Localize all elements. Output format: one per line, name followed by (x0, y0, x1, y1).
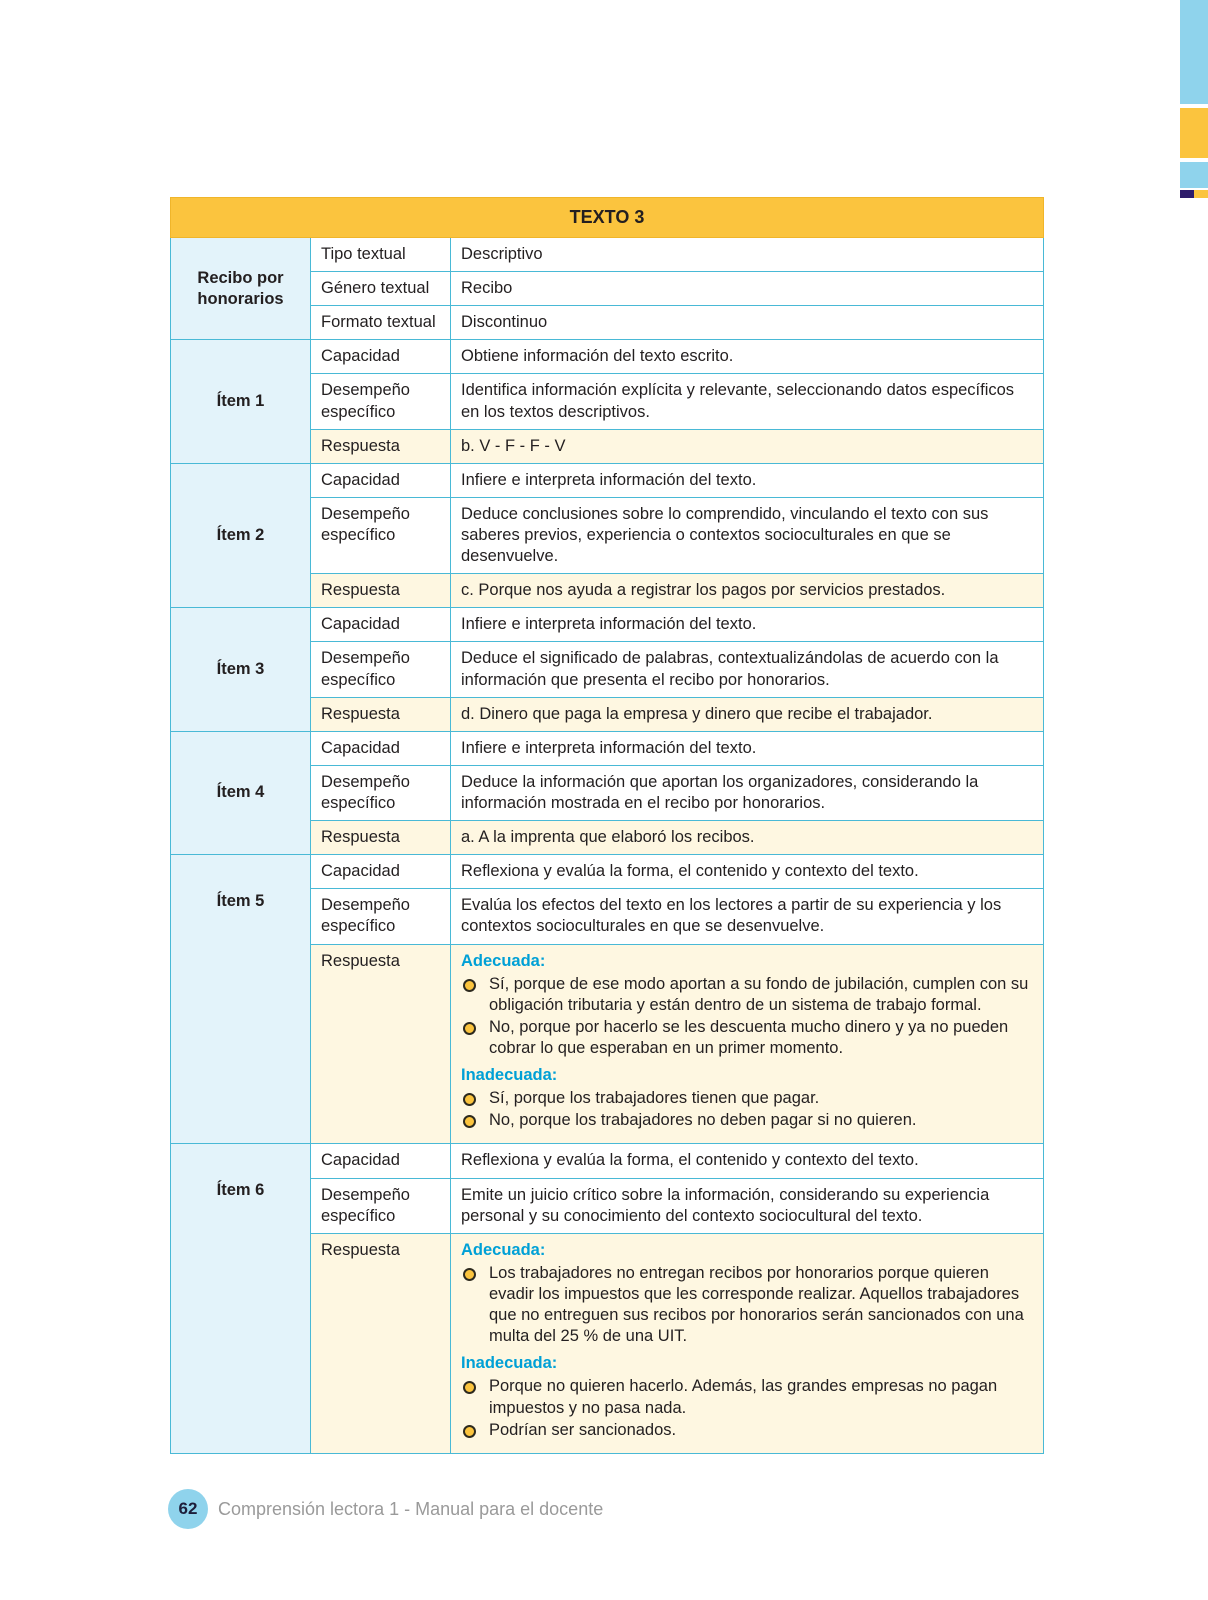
side-tab-purple-mark (1180, 190, 1194, 198)
item-3-label: Ítem 3 (171, 608, 311, 731)
list-item: Porque no quieren hacerlo. Además, las grandes empresas no pagan impuestos y no pasa nada. (461, 1376, 1033, 1418)
item-5-desempeno: Evalúa los efectos del texto en los lectores a partir de su experiencia y los contextos socioculturales en que se desenvuelve. (451, 889, 1044, 944)
side-tab-yellow-mark (1194, 190, 1208, 198)
list-item: Los trabajadores no entregan recibos por honorarios porque quieren evadir los impuestos que les corresponde realizar. Aquellos trabajadores que no entreguen sus recibos por honorarios serán sancionados con una multa del 25 % de una UIT. (461, 1263, 1033, 1347)
list-item: No, porque por hacerlo se les descuenta mucho dinero y ya no pueden cobrar lo que esperaban en un primer momento. (461, 1017, 1033, 1059)
capacidad-label: Capacidad (311, 1144, 451, 1178)
desempeno-label: Desempeño específico (311, 889, 451, 944)
answer-key-table (170, 197, 1044, 1454)
item-2-capacidad: Infiere e interpreta información del texto. (451, 463, 1044, 497)
genero-textual-label: Género textual (311, 272, 451, 306)
item-5-capacidad: Reflexiona y evalúa la forma, el contenido y contexto del texto. (451, 855, 1044, 889)
item-4-capacidad: Infiere e interpreta información del texto. (451, 731, 1044, 765)
bullet-circle-icon (463, 1425, 476, 1438)
respuesta-label: Respuesta (311, 1233, 451, 1453)
list-item: No, porque los trabajadores no deben pagar si no quieren. (461, 1110, 1033, 1131)
table-title: TEXTO 3 (171, 198, 1044, 238)
capacidad-label: Capacidad (311, 463, 451, 497)
capacidad-label: Capacidad (311, 731, 451, 765)
item-6-desempeno: Emite un juicio crítico sobre la información, considerando su experiencia personal y su conocimiento del contexto sociocultural del texto. (451, 1178, 1044, 1233)
bullet-circle-icon (463, 1093, 476, 1106)
respuesta-label: Respuesta (311, 697, 451, 731)
item-1-desempeno: Identifica información explícita y relevante, seleccionando datos específicos en los textos descriptivos. (451, 374, 1044, 429)
item-2-desempeno: Deduce conclusiones sobre lo comprendido, vinculando el texto con sus saberes previos, experiencia o contextos socioculturales en que se desenvuelve. (451, 497, 1044, 573)
list-item: Sí, porque los trabajadores tienen que pagar. (461, 1088, 1033, 1109)
group-label-recibo: Recibo por honorarios (171, 238, 311, 340)
item-4-respuesta: a. A la imprenta que elaboró los recibos. (451, 821, 1044, 855)
item-3-capacidad: Infiere e interpreta información del texto. (451, 608, 1044, 642)
footer-title: Comprensión lectora 1 - Manual para el docente (218, 1498, 604, 1519)
genero-textual-value: Recibo (451, 272, 1044, 306)
item-6-respuesta (451, 1233, 1044, 1453)
side-tab-blue-lower (1180, 162, 1208, 188)
list-item: Podrían ser sancionados. (461, 1420, 1033, 1441)
inadecuada-heading: Inadecuada: (461, 1354, 558, 1373)
adecuada-list (461, 1263, 1033, 1347)
item-6-capacidad: Reflexiona y evalúa la forma, el contenido y contexto del texto. (451, 1144, 1044, 1178)
capacidad-label: Capacidad (311, 608, 451, 642)
item-5-label: Ítem 5 (171, 855, 311, 1144)
item-1-capacidad: Obtiene información del texto escrito. (451, 340, 1044, 374)
formato-textual-label: Formato textual (311, 306, 451, 340)
formato-textual-value: Discontinuo (451, 306, 1044, 340)
bullet-circle-icon (463, 1381, 476, 1394)
side-tab-orange (1180, 108, 1208, 158)
capacidad-label: Capacidad (311, 855, 451, 889)
respuesta-label: Respuesta (311, 944, 451, 1144)
bullet-circle-icon (463, 1115, 476, 1128)
item-3-desempeno: Deduce el significado de palabras, contextualizándolas de acuerdo con la información que presenta el recibo por honorarios. (451, 642, 1044, 697)
capacidad-label: Capacidad (311, 340, 451, 374)
desempeno-label: Desempeño específico (311, 1178, 451, 1233)
list-item: Sí, porque de ese modo aportan a su fondo de jubilación, cumplen con su obligación tributaria y están dentro de un sistema de trabajo formal. (461, 974, 1033, 1016)
side-tab-blue (1180, 0, 1208, 104)
desempeno-label: Desempeño específico (311, 374, 451, 429)
item-1-respuesta: b. V - F - F - V (451, 429, 1044, 463)
respuesta-label: Respuesta (311, 821, 451, 855)
item-6-label: Ítem 6 (171, 1144, 311, 1453)
item-3-respuesta: d. Dinero que paga la empresa y dinero que recibe el trabajador. (451, 697, 1044, 731)
item-4-label: Ítem 4 (171, 731, 311, 854)
desempeno-label: Desempeño específico (311, 642, 451, 697)
page-number-badge: 62 (168, 1489, 208, 1529)
item-5-respuesta (451, 944, 1044, 1144)
tipo-textual-label: Tipo textual (311, 238, 451, 272)
inadecuada-list (461, 1088, 1033, 1131)
page-footer (168, 1489, 603, 1529)
inadecuada-heading: Inadecuada: (461, 1066, 558, 1085)
inadecuada-list (461, 1376, 1033, 1440)
adecuada-heading: Adecuada: (461, 1240, 546, 1259)
desempeno-label: Desempeño específico (311, 497, 451, 573)
bullet-circle-icon (463, 1268, 476, 1281)
item-4-desempeno: Deduce la información que aportan los organizadores, considerando la información mostrada en el recibo por honorarios. (451, 765, 1044, 820)
desempeno-label: Desempeño específico (311, 765, 451, 820)
tipo-textual-value: Descriptivo (451, 238, 1044, 272)
respuesta-label: Respuesta (311, 429, 451, 463)
respuesta-label: Respuesta (311, 574, 451, 608)
item-2-respuesta: c. Porque nos ayuda a registrar los pagos por servicios prestados. (451, 574, 1044, 608)
item-2-label: Ítem 2 (171, 463, 311, 608)
adecuada-heading: Adecuada: (461, 951, 546, 970)
item-1-label: Ítem 1 (171, 340, 311, 463)
adecuada-list (461, 974, 1033, 1059)
bullet-circle-icon (463, 979, 476, 992)
bullet-circle-icon (463, 1022, 476, 1035)
